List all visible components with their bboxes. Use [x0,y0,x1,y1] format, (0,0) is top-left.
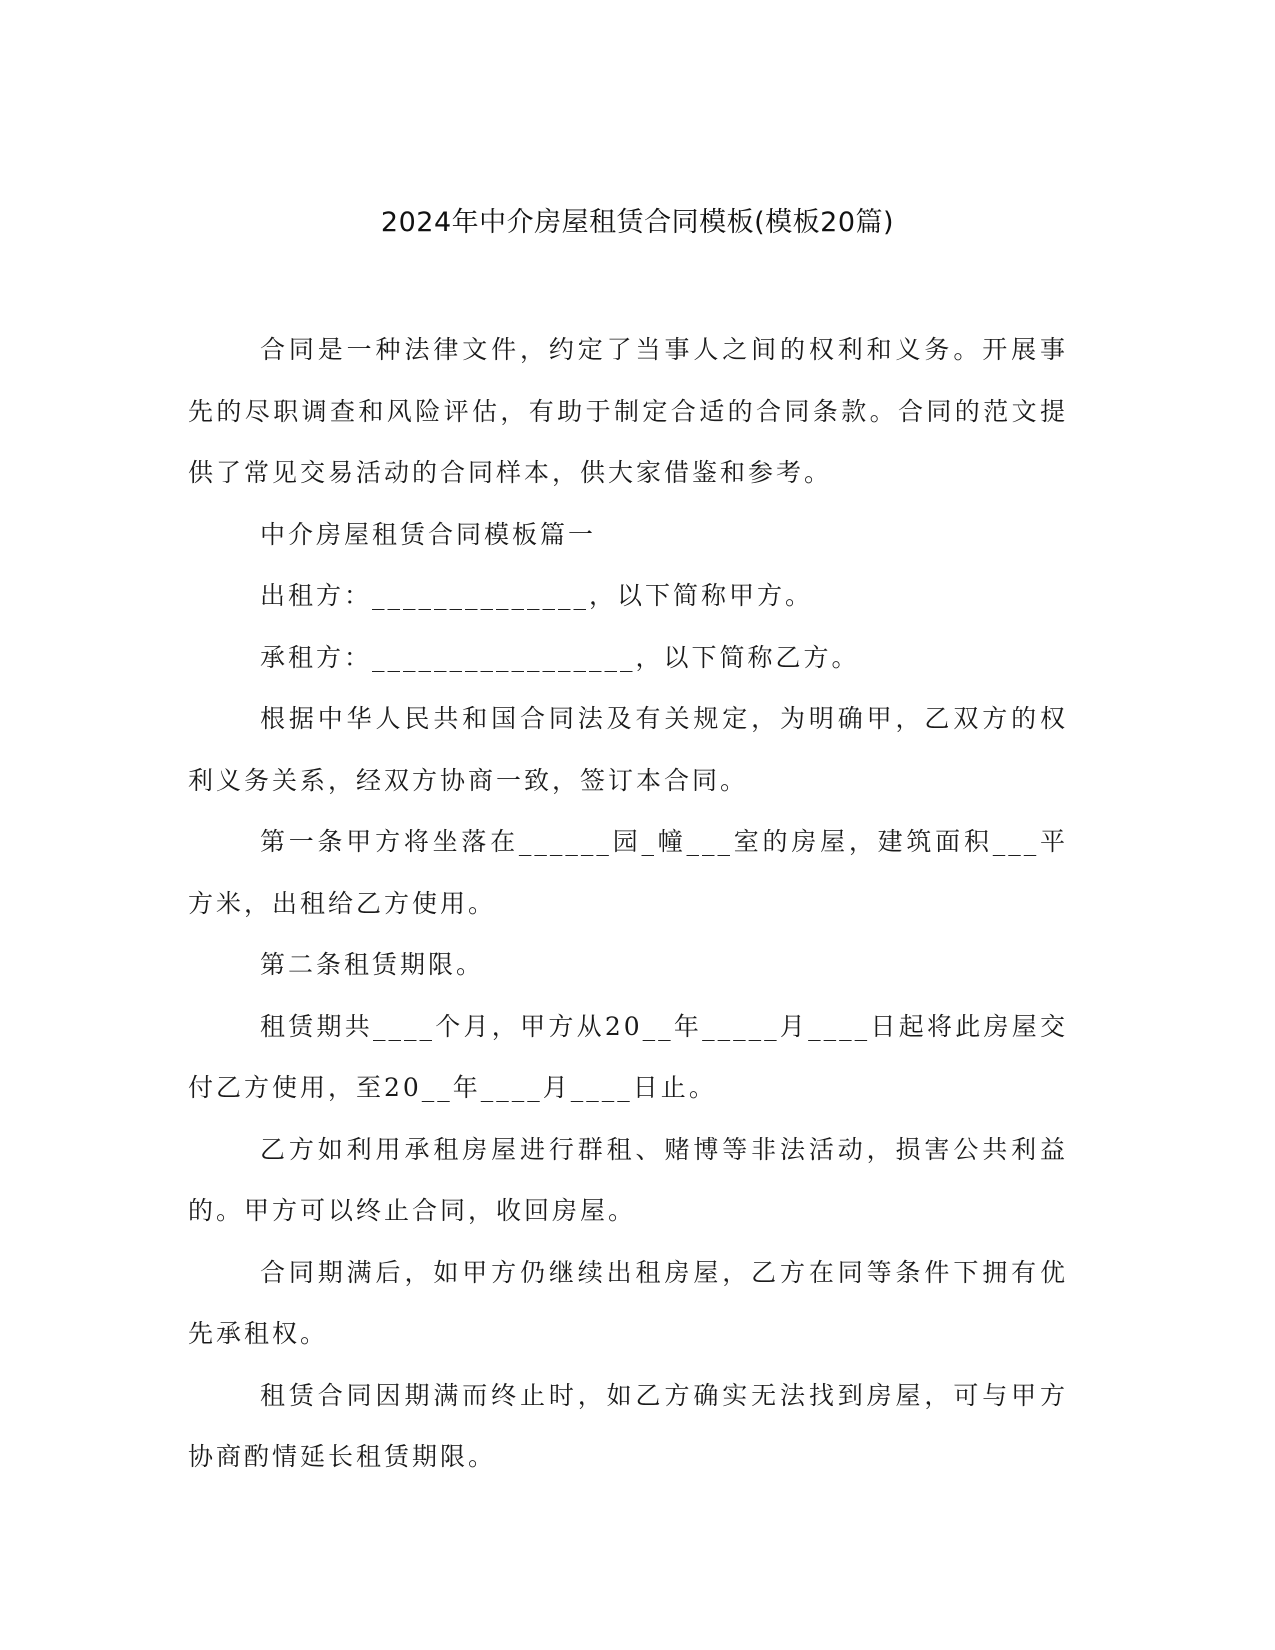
extension-paragraph: 租赁合同因期满而终止时，如乙方确实无法找到房屋，可与甲方协商酌情延长租赁期限。 [188,1380,1068,1471]
illegal-activity-paragraph: 乙方如利用承租房屋进行群租、赌博等非法活动，损害公共利益的。甲方可以终止合同，收回房屋。 [188,1134,1068,1225]
renewal-priority-paragraph: 合同期满后，如甲方仍继续出租房屋，乙方在同等条件下拥有优先承租权。 [188,1257,1068,1348]
article-two-heading: 第二条租赁期限。 [260,950,485,979]
lessor-line: 出租方：______________，以下简称甲方。 [260,581,814,610]
document-body [188,319,1068,1488]
legal-basis-paragraph: 根据中华人民共和国合同法及有关规定，为明确甲，乙双方的权利义务关系，经双方协商一致，签订本合同。 [188,704,1068,795]
lessee-line: 承租方：_________________，以下简称乙方。 [260,642,860,672]
section-heading: 中介房屋租赁合同模板篇一 [260,519,597,549]
document-title: 2024年中介房屋租赁合同模板(模板20篇) [380,207,895,238]
intro-paragraph: 合同是一种法律文件，约定了当事人之间的权利和义务。开展事先的尽职调查和风险评估，有助于制定合适的合同条款。合同的范文提供了常见交易活动的合同样本，供大家借鉴和参考。 [188,335,1068,487]
lease-term-paragraph: 租赁期共____个月，甲方从20__年_____月____日起将此房屋交付乙方使用，至20__年____月____日止。 [188,1011,1068,1102]
article-one-paragraph: 第一条甲方将坐落在______园_幢___室的房屋，建筑面积___平方米，出租给乙方使用。 [188,827,1068,918]
